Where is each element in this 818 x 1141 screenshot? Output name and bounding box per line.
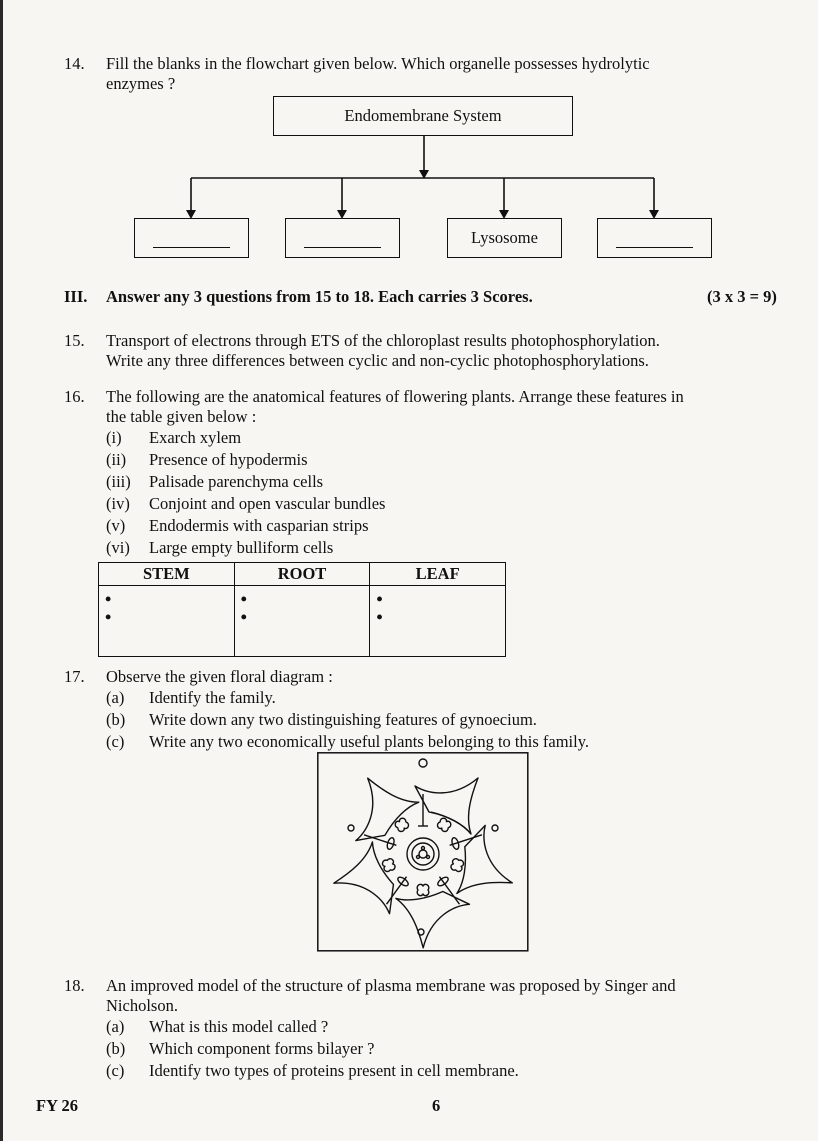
option-item xyxy=(106,1060,786,1082)
question-number: 17. xyxy=(64,667,85,686)
section-instruction: Answer any 3 questions from 15 to 18. Each carries 3 Scores. xyxy=(106,287,533,306)
column-header-root: ROOT xyxy=(234,563,370,586)
option-text: Identify the family. xyxy=(149,688,276,707)
option-label: (vi) xyxy=(106,538,130,557)
option-text: Write any two economically useful plants belonging to this family. xyxy=(149,732,590,751)
option-label: (b) xyxy=(106,710,126,729)
option-text: Large empty bulliform cells xyxy=(149,538,334,557)
question-18 xyxy=(64,976,786,1082)
column-header-leaf: LEAF xyxy=(370,563,506,586)
option-item xyxy=(106,493,786,515)
option-item xyxy=(106,731,786,753)
option-item xyxy=(106,471,786,493)
question-number: 16. xyxy=(64,387,85,406)
option-label: (c) xyxy=(106,1061,125,1080)
table-cell xyxy=(234,586,370,657)
endomembrane-system-box xyxy=(273,96,573,136)
option-item xyxy=(106,687,786,709)
blank-line xyxy=(304,247,381,248)
option-text: Identify two types of proteins present in cell membrane. xyxy=(149,1061,519,1080)
bullet: • xyxy=(240,607,247,627)
blank-box-3 xyxy=(597,218,712,258)
option-item xyxy=(106,709,786,731)
option-label: (c) xyxy=(106,732,125,751)
box-label: Endomembrane System xyxy=(344,106,502,125)
table-cell xyxy=(370,586,506,657)
question-text-line: Nicholson. xyxy=(106,996,178,1015)
question-15 xyxy=(64,331,786,371)
option-text: Palisade parenchyma cells xyxy=(149,472,324,491)
option-label: (ii) xyxy=(106,450,127,469)
question-text-line: enzymes ? xyxy=(106,74,176,93)
question-16 xyxy=(64,387,786,559)
section-number: III. xyxy=(64,287,88,306)
question-text-line: Transport of electrons through ETS of the chloroplast results photophosphorylation. xyxy=(106,331,660,350)
option-item xyxy=(106,1038,786,1060)
bullet: • xyxy=(376,589,383,609)
option-label: (a) xyxy=(106,1017,125,1036)
question-text-line: Observe the given floral diagram : xyxy=(106,667,333,686)
blank-line xyxy=(616,247,693,248)
question-17 xyxy=(64,667,786,753)
blank-box-2 xyxy=(285,218,400,258)
section-marks: (3 x 3 = 9) xyxy=(707,287,777,306)
option-item xyxy=(106,427,786,449)
question-number: 18. xyxy=(64,976,85,995)
question-text-line: Write any three differences between cyclic and non-cyclic photophosphorylations. xyxy=(106,351,649,370)
option-label: (iv) xyxy=(106,494,130,513)
question-text-line: The following are the anatomical features of flowering plants. Arrange these features in xyxy=(106,387,684,406)
bullet: • xyxy=(376,607,383,627)
option-label: (a) xyxy=(106,688,125,707)
question-text-line: Fill the blanks in the flowchart given below. Which organelle possesses hydrolytic xyxy=(106,54,650,73)
question-number: 15. xyxy=(64,331,85,350)
option-label: (b) xyxy=(106,1039,126,1058)
option-label: (v) xyxy=(106,516,126,535)
bullet: • xyxy=(105,607,112,627)
option-label: (i) xyxy=(106,428,122,447)
option-text: Write down any two distinguishing features of gynoecium. xyxy=(149,710,537,729)
table-header-row xyxy=(99,563,506,586)
lysosome-box xyxy=(447,218,562,258)
features-table xyxy=(98,562,506,657)
option-item xyxy=(106,1016,786,1038)
bullet: • xyxy=(240,589,247,609)
option-text: Presence of hypodermis xyxy=(149,450,308,469)
question-number: 14. xyxy=(64,54,85,73)
question-text-line: An improved model of the structure of plasma membrane was proposed by Singer and xyxy=(106,976,676,995)
table-cell xyxy=(99,586,235,657)
blank-box-1 xyxy=(134,218,249,258)
option-item xyxy=(106,515,786,537)
floral-diagram xyxy=(317,752,529,952)
option-text: Endodermis with casparian strips xyxy=(149,516,369,535)
bullet: • xyxy=(105,589,112,609)
option-text: Which component forms bilayer ? xyxy=(149,1039,375,1058)
option-item xyxy=(106,537,786,559)
question-text-line: the table given below : xyxy=(106,407,257,426)
option-item xyxy=(106,449,786,471)
option-text: What is this model called ? xyxy=(149,1017,329,1036)
option-text: Conjoint and open vascular bundles xyxy=(149,494,386,513)
table-row xyxy=(99,586,506,657)
column-header-stem: STEM xyxy=(99,563,235,586)
page-number: 6 xyxy=(432,1096,441,1115)
box-label: Lysosome xyxy=(471,228,538,247)
paper-code: FY 26 xyxy=(36,1096,79,1115)
option-text: Exarch xylem xyxy=(149,428,242,447)
option-label: (iii) xyxy=(106,472,131,491)
blank-line xyxy=(153,247,230,248)
